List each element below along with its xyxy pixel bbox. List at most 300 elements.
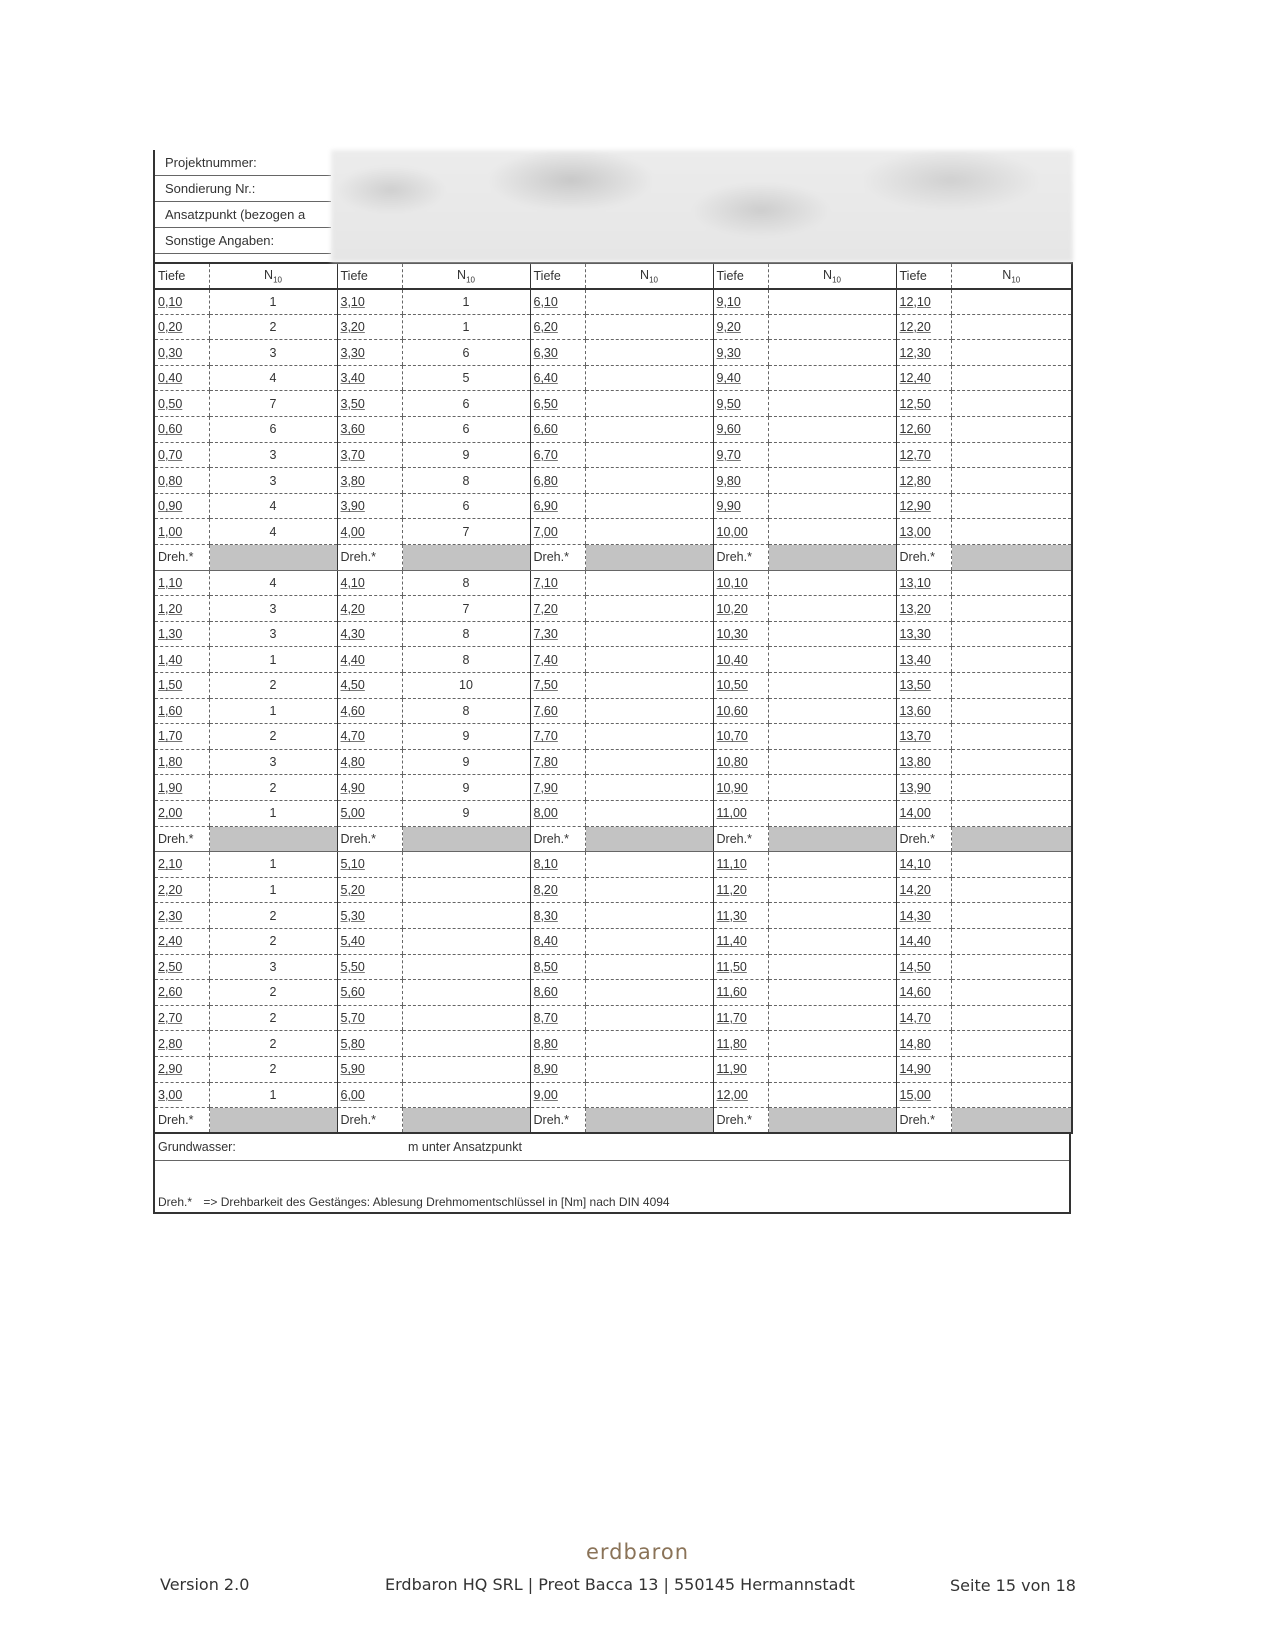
table-row [154, 314, 1072, 340]
depth-cell: 0,60 [154, 417, 209, 443]
blow-count-header: $N_{10}$ [768, 263, 896, 289]
torque-label-cell: Dreh.* [530, 1108, 585, 1134]
depth-cell: 0,50 [154, 391, 209, 417]
blow-count-cell [951, 877, 1072, 903]
depth-cell: 14,50 [896, 954, 951, 980]
blow-count-cell [951, 749, 1072, 775]
depth-cell: 3,50 [337, 391, 402, 417]
blow-count-cell [768, 1005, 896, 1031]
depth-cell: 8,50 [530, 954, 585, 980]
blow-count-cell: 9 [402, 724, 530, 750]
blow-count-cell: 4 [209, 519, 337, 545]
other-details-label: Sonstige Angaben: [155, 228, 331, 254]
blow-count-cell [768, 442, 896, 468]
blow-count-cell [768, 519, 896, 545]
blow-count-cell: 6 [402, 391, 530, 417]
depth-header: Tiefe [337, 263, 402, 289]
torque-label-cell: Dreh.* [896, 826, 951, 852]
blow-count-cell [585, 570, 713, 596]
depth-cell: 2,30 [154, 903, 209, 929]
depth-cell: 2,80 [154, 1031, 209, 1057]
project-number-label: Projektnummer: [155, 150, 331, 176]
blow-count-cell [585, 596, 713, 622]
blow-count-cell [951, 673, 1072, 699]
blow-count-cell [402, 980, 530, 1006]
blow-count-cell [951, 596, 1072, 622]
blow-count-cell [951, 980, 1072, 1006]
blow-count-cell [585, 493, 713, 519]
blow-count-cell [768, 621, 896, 647]
blow-count-cell: 8 [402, 621, 530, 647]
blow-count-cell [951, 852, 1072, 878]
blow-count-cell [951, 800, 1072, 826]
torque-value-cell [209, 1108, 337, 1134]
depth-cell: 13,70 [896, 724, 951, 750]
depth-cell: 1,20 [154, 596, 209, 622]
depth-cell: 1,90 [154, 775, 209, 801]
depth-cell: 11,50 [713, 954, 768, 980]
table-row [154, 570, 1072, 596]
blow-count-cell [951, 1005, 1072, 1031]
blow-count-cell [951, 519, 1072, 545]
table-row [154, 954, 1072, 980]
depth-cell: 0,40 [154, 365, 209, 391]
torque-label-cell: Dreh.* [337, 826, 402, 852]
form-header [153, 150, 1073, 262]
depth-cell: 5,30 [337, 903, 402, 929]
blow-count-cell [951, 928, 1072, 954]
depth-cell: 6,80 [530, 468, 585, 494]
blow-count-header: $N_{10}$ [402, 263, 530, 289]
blow-count-cell [768, 468, 896, 494]
blow-count-cell: 9 [402, 775, 530, 801]
table-row [154, 365, 1072, 391]
depth-cell: 7,90 [530, 775, 585, 801]
depth-cell: 14,20 [896, 877, 951, 903]
legend-key: Dreh.* [158, 1195, 193, 1210]
depth-cell: 14,70 [896, 1005, 951, 1031]
blow-count-cell [768, 800, 896, 826]
depth-cell: 12,40 [896, 365, 951, 391]
depth-header: Tiefe [154, 263, 209, 289]
torque-value-cell [768, 1108, 896, 1134]
blow-count-cell [768, 493, 896, 519]
depth-cell: 0,70 [154, 442, 209, 468]
depth-cell: 13,90 [896, 775, 951, 801]
blow-count-cell: 1 [209, 877, 337, 903]
torque-label-cell: Dreh.* [154, 545, 209, 571]
blow-count-cell: 6 [402, 493, 530, 519]
blow-count-cell [585, 954, 713, 980]
depth-cell: 10,10 [713, 570, 768, 596]
torque-value-cell [585, 545, 713, 571]
table-row [154, 673, 1072, 699]
blow-count-cell: 1 [402, 289, 530, 315]
depth-cell: 1,60 [154, 698, 209, 724]
depth-cell: 2,60 [154, 980, 209, 1006]
depth-cell: 3,20 [337, 314, 402, 340]
blow-count-cell [951, 340, 1072, 366]
torque-label-cell: Dreh.* [337, 1108, 402, 1134]
depth-cell: 5,20 [337, 877, 402, 903]
depth-cell: 5,60 [337, 980, 402, 1006]
table-row [154, 417, 1072, 443]
depth-cell: 1,40 [154, 647, 209, 673]
depth-cell: 7,20 [530, 596, 585, 622]
blow-count-cell: 1 [209, 852, 337, 878]
depth-cell: 13,40 [896, 647, 951, 673]
depth-cell: 3,80 [337, 468, 402, 494]
blow-count-header: $N_{10}$ [209, 263, 337, 289]
depth-cell: 0,80 [154, 468, 209, 494]
blow-count-cell [585, 647, 713, 673]
depth-cell: 9,30 [713, 340, 768, 366]
depth-cell: 13,10 [896, 570, 951, 596]
depth-cell: 6,20 [530, 314, 585, 340]
table-row [154, 442, 1072, 468]
torque-value-cell [951, 826, 1072, 852]
blow-count-cell: 7 [402, 596, 530, 622]
blow-count-cell: 3 [209, 596, 337, 622]
table-header-row [154, 263, 1072, 289]
table-row [154, 852, 1072, 878]
blow-count-cell [585, 391, 713, 417]
torque-label-cell: Dreh.* [713, 826, 768, 852]
blow-count-cell: 2 [209, 903, 337, 929]
blow-count-cell [585, 698, 713, 724]
blow-count-cell [768, 1082, 896, 1108]
depth-cell: 4,50 [337, 673, 402, 699]
depth-cell: 11,20 [713, 877, 768, 903]
depth-cell: 10,00 [713, 519, 768, 545]
blow-count-header: $N_{10}$ [951, 263, 1072, 289]
depth-cell: 14,10 [896, 852, 951, 878]
depth-cell: 5,80 [337, 1031, 402, 1057]
legend-text: => Drehbarkeit des Gestänges: Ablesung Drehmomentschlüssel in [Nm] nach DIN 4094 [203, 1195, 670, 1210]
blow-count-cell [768, 877, 896, 903]
depth-cell: 5,70 [337, 1005, 402, 1031]
torque-value-cell [402, 1108, 530, 1134]
blow-count-cell [951, 698, 1072, 724]
depth-cell: 1,30 [154, 621, 209, 647]
blow-count-cell: 2 [209, 1056, 337, 1082]
table-body [154, 289, 1072, 1134]
depth-cell: 5,40 [337, 928, 402, 954]
depth-cell: 8,10 [530, 852, 585, 878]
blow-count-cell [585, 1005, 713, 1031]
blow-count-cell: 3 [209, 954, 337, 980]
blow-count-cell [951, 391, 1072, 417]
depth-cell: 12,60 [896, 417, 951, 443]
blow-count-cell [768, 417, 896, 443]
blow-count-cell [768, 596, 896, 622]
depth-cell: 11,00 [713, 800, 768, 826]
depth-cell: 7,50 [530, 673, 585, 699]
depth-cell: 8,80 [530, 1031, 585, 1057]
blow-count-header: $N_{10}$ [585, 263, 713, 289]
blow-count-cell [951, 365, 1072, 391]
blow-count-cell: 4 [209, 570, 337, 596]
torque-value-cell [402, 545, 530, 571]
depth-cell: 8,20 [530, 877, 585, 903]
depth-cell: 7,80 [530, 749, 585, 775]
blow-count-cell [768, 980, 896, 1006]
depth-cell: 5,50 [337, 954, 402, 980]
blow-count-cell [402, 928, 530, 954]
blow-count-cell [768, 365, 896, 391]
blow-count-cell: 4 [209, 365, 337, 391]
starting-point-label: Ansatzpunkt (bezogen a [155, 202, 331, 228]
depth-cell: 10,50 [713, 673, 768, 699]
blow-count-cell [951, 570, 1072, 596]
sounding-form [153, 150, 1071, 1214]
depth-cell: 4,10 [337, 570, 402, 596]
depth-cell: 3,60 [337, 417, 402, 443]
blow-count-cell: 3 [209, 621, 337, 647]
blow-count-cell [585, 365, 713, 391]
blow-count-cell [585, 852, 713, 878]
torque-value-cell [402, 826, 530, 852]
depth-cell: 12,50 [896, 391, 951, 417]
sounding-number-label: Sondierung Nr.: [155, 176, 331, 202]
table-row [154, 877, 1072, 903]
depth-header: Tiefe [896, 263, 951, 289]
depth-cell: 10,60 [713, 698, 768, 724]
depth-cell: 6,10 [530, 289, 585, 315]
blow-count-cell: 2 [209, 314, 337, 340]
depth-cell: 15,00 [896, 1082, 951, 1108]
blow-count-cell [585, 1082, 713, 1108]
blow-count-cell [768, 775, 896, 801]
blow-count-cell [768, 698, 896, 724]
depth-cell: 4,00 [337, 519, 402, 545]
blow-count-cell: 1 [209, 289, 337, 315]
blow-count-cell: 9 [402, 749, 530, 775]
table-row [154, 928, 1072, 954]
groundwater-row [155, 1134, 1069, 1161]
depth-cell: 1,10 [154, 570, 209, 596]
blow-count-cell: 2 [209, 1031, 337, 1057]
depth-cell: 0,20 [154, 314, 209, 340]
depth-cell: 9,70 [713, 442, 768, 468]
depth-cell: 13,60 [896, 698, 951, 724]
sounding-table [153, 262, 1073, 1134]
depth-cell: 10,20 [713, 596, 768, 622]
depth-cell: 3,40 [337, 365, 402, 391]
depth-cell: 2,40 [154, 928, 209, 954]
table-row [154, 1005, 1072, 1031]
blow-count-cell [768, 1031, 896, 1057]
table-row [154, 1031, 1072, 1057]
depth-cell: 13,50 [896, 673, 951, 699]
depth-cell: 12,70 [896, 442, 951, 468]
depth-cell: 4,70 [337, 724, 402, 750]
blow-count-cell: 7 [402, 519, 530, 545]
table-row [154, 800, 1072, 826]
blow-count-cell [768, 647, 896, 673]
depth-cell: 6,40 [530, 365, 585, 391]
blow-count-cell [951, 1031, 1072, 1057]
depth-cell: 4,80 [337, 749, 402, 775]
depth-cell: 9,20 [713, 314, 768, 340]
depth-cell: 12,90 [896, 493, 951, 519]
depth-cell: 2,90 [154, 1056, 209, 1082]
blow-count-cell: 5 [402, 365, 530, 391]
blow-count-cell [585, 775, 713, 801]
blow-count-cell: 8 [402, 698, 530, 724]
blow-count-cell: 8 [402, 647, 530, 673]
depth-cell: 3,70 [337, 442, 402, 468]
torque-value-cell [585, 826, 713, 852]
depth-cell: 5,10 [337, 852, 402, 878]
blow-count-cell [402, 1005, 530, 1031]
table-row [154, 647, 1072, 673]
blow-count-cell: 7 [209, 391, 337, 417]
depth-cell: 14,00 [896, 800, 951, 826]
depth-cell: 7,60 [530, 698, 585, 724]
depth-cell: 12,30 [896, 340, 951, 366]
blow-count-cell [585, 903, 713, 929]
depth-cell: 8,40 [530, 928, 585, 954]
depth-cell: 8,30 [530, 903, 585, 929]
depth-cell: 14,90 [896, 1056, 951, 1082]
depth-cell: 2,20 [154, 877, 209, 903]
torque-label-cell: Dreh.* [154, 826, 209, 852]
blow-count-cell [585, 980, 713, 1006]
blow-count-cell [585, 468, 713, 494]
blow-count-cell: 2 [209, 673, 337, 699]
groundwater-unit: m unter Ansatzpunkt [408, 1140, 522, 1155]
blow-count-cell: 6 [209, 417, 337, 443]
depth-cell: 2,70 [154, 1005, 209, 1031]
company-address: Erdbaron HQ SRL | Preot Bacca 13 | 550145 Hermannstadt [385, 1575, 855, 1594]
blow-count-cell [402, 1056, 530, 1082]
table-row [154, 1082, 1072, 1108]
blow-count-cell: 1 [209, 647, 337, 673]
blow-count-cell: 6 [402, 417, 530, 443]
blow-count-cell [951, 775, 1072, 801]
blow-count-cell [402, 903, 530, 929]
table-row [154, 519, 1072, 545]
depth-cell: 2,50 [154, 954, 209, 980]
depth-cell: 7,70 [530, 724, 585, 750]
table-row [154, 1056, 1072, 1082]
depth-cell: 1,00 [154, 519, 209, 545]
depth-cell: 2,00 [154, 800, 209, 826]
blow-count-cell [951, 954, 1072, 980]
blow-count-cell: 9 [402, 800, 530, 826]
depth-cell: 5,90 [337, 1056, 402, 1082]
blow-count-cell [402, 852, 530, 878]
torque-row [154, 826, 1072, 852]
blow-count-cell: 10 [402, 673, 530, 699]
table-row [154, 621, 1072, 647]
blow-count-cell [768, 314, 896, 340]
blow-count-cell [585, 724, 713, 750]
depth-cell: 8,70 [530, 1005, 585, 1031]
torque-value-cell [209, 545, 337, 571]
depth-cell: 6,90 [530, 493, 585, 519]
depth-cell: 14,30 [896, 903, 951, 929]
torque-value-cell [951, 1108, 1072, 1134]
blow-count-cell: 6 [402, 340, 530, 366]
depth-cell: 14,40 [896, 928, 951, 954]
table-row [154, 980, 1072, 1006]
depth-cell: 7,10 [530, 570, 585, 596]
blow-count-cell: 3 [209, 749, 337, 775]
depth-cell: 9,10 [713, 289, 768, 315]
torque-value-cell [768, 545, 896, 571]
depth-cell: 9,80 [713, 468, 768, 494]
depth-cell: 4,30 [337, 621, 402, 647]
depth-cell: 14,60 [896, 980, 951, 1006]
depth-cell: 3,10 [337, 289, 402, 315]
blow-count-cell: 9 [402, 442, 530, 468]
depth-cell: 10,70 [713, 724, 768, 750]
blow-count-cell: 3 [209, 468, 337, 494]
blow-count-cell: 3 [209, 442, 337, 468]
table-row [154, 289, 1072, 315]
blow-count-cell: 2 [209, 928, 337, 954]
depth-cell: 8,00 [530, 800, 585, 826]
blow-count-cell [951, 289, 1072, 315]
torque-value-cell [209, 826, 337, 852]
blow-count-cell [951, 417, 1072, 443]
blow-count-cell [951, 314, 1072, 340]
blow-count-cell [768, 391, 896, 417]
blow-count-cell [951, 621, 1072, 647]
depth-cell: 0,10 [154, 289, 209, 315]
blow-count-cell [768, 954, 896, 980]
torque-label-cell: Dreh.* [530, 545, 585, 571]
blow-count-cell [402, 954, 530, 980]
table-row [154, 391, 1072, 417]
table-row [154, 340, 1072, 366]
depth-cell: 11,60 [713, 980, 768, 1006]
table-row [154, 468, 1072, 494]
depth-cell: 13,80 [896, 749, 951, 775]
torque-label-cell: Dreh.* [713, 545, 768, 571]
groundwater-label: Grundwasser: [158, 1140, 236, 1155]
blow-count-cell: 2 [209, 724, 337, 750]
depth-header: Tiefe [530, 263, 585, 289]
blow-count-cell [402, 1082, 530, 1108]
depth-cell: 2,10 [154, 852, 209, 878]
depth-cell: 6,30 [530, 340, 585, 366]
depth-cell: 12,00 [713, 1082, 768, 1108]
depth-cell: 10,40 [713, 647, 768, 673]
table-row [154, 749, 1072, 775]
depth-cell: 9,00 [530, 1082, 585, 1108]
blow-count-cell [585, 749, 713, 775]
depth-cell: 8,60 [530, 980, 585, 1006]
blow-count-cell [585, 442, 713, 468]
blow-count-cell [951, 647, 1072, 673]
blow-count-cell: 4 [209, 493, 337, 519]
depth-cell: 11,90 [713, 1056, 768, 1082]
blow-count-cell [585, 1031, 713, 1057]
depth-cell: 10,30 [713, 621, 768, 647]
depth-cell: 13,30 [896, 621, 951, 647]
blow-count-cell [951, 1082, 1072, 1108]
depth-cell: 4,60 [337, 698, 402, 724]
depth-cell: 4,90 [337, 775, 402, 801]
depth-cell: 11,70 [713, 1005, 768, 1031]
version-text: Version 2.0 [160, 1575, 250, 1594]
depth-cell: 10,80 [713, 749, 768, 775]
blow-count-cell: 2 [209, 1005, 337, 1031]
depth-cell: 0,30 [154, 340, 209, 366]
